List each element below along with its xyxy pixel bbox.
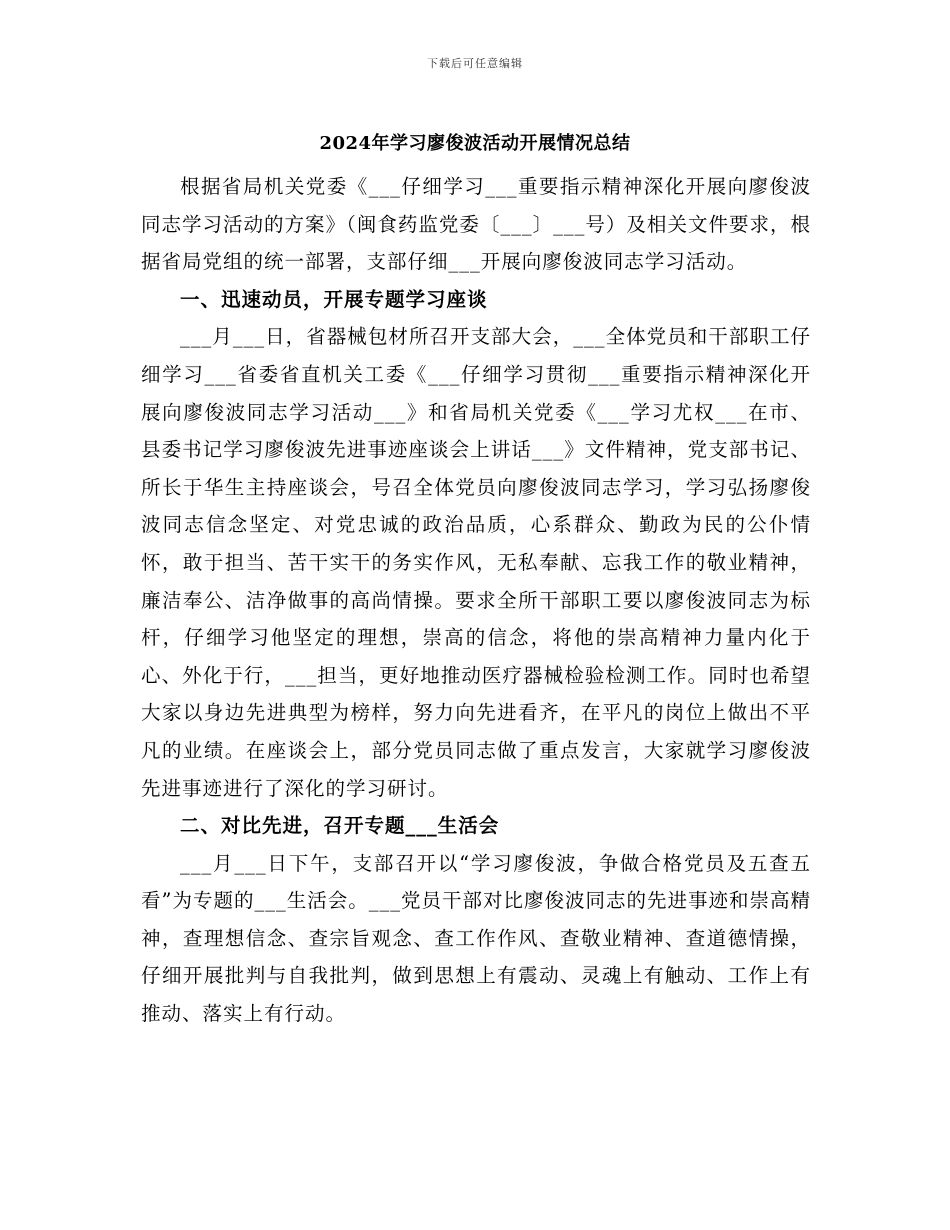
section-1-heading: 一、迅速动员，开展专题学习座谈 [180,287,488,311]
section-2-paragraph: ___月___日下午，支部召开以“学习廖俊波，争做合格党员及五查五看”为专题的___生活会。___党员干部对比廖俊波同志的先进事迹和崇高精神，查理想信念、查宗旨观念、查工作作风、查敬业精神、查道德情操，仔细开展批判与自我批判，做到思想上有震动、灵魂上有触动、工作上有推动、落实上有行动。 [141,851,811,1026]
intro-paragraph: 根据省局机关党委《___仔细学习___重要指示精神深化开展向廖俊波同志学习活动的方案》（闽食药监党委〔___〕___号）及相关文件要求，根据省局党组的统一部署，支部仔细___开展向廖俊波同志学习活动。 [141,175,811,274]
document-body [141,168,811,1033]
section-1-paragraph: ___月___日，省器械包材所召开支部大会，___全体党员和干部职工仔细学习___省委省直机关工委《___仔细学习贯彻___重要指示精神深化开展向廖俊波同志学习活动___》和省局机关党委《___学习尤权___在市、县委书记学习廖俊波先进事迹座谈会上讲话___》文件精神，党支部书记、所长于华生主持座谈会，号召全体党员向廖俊波同志学习，学习弘扬廖俊波同志信念坚定、对党忠诚的政治品质，心系群众、勤政为民的公仆情怀，敢于担当、苦干实干的务实作风，无私奉献、忘我工作的敬业精神，廉洁奉公、洁净做事的高尚情操。要求全所干部职工要以廖俊波同志为标杆，仔细学习他坚定的理想，崇高的信念，将他的崇高精神力量内化于心、外化于行，___担当，更好地推动医疗器械检验检测工作。同时也希望大家以身边先进典型为榜样，努力向先进看齐，在平凡的岗位上做出不平凡的业绩。在座谈会上，部分党员同志做了重点发言，大家就学习廖俊波先进事迹进行了深化的学习研讨。 [141,325,811,800]
header-note: 下载后可任意编辑 [427,57,523,70]
document-title: 2024年学习廖俊波活动开展情况总结 [319,133,631,154]
section-2-heading: 二、对比先进，召开专题___生活会 [180,814,500,838]
